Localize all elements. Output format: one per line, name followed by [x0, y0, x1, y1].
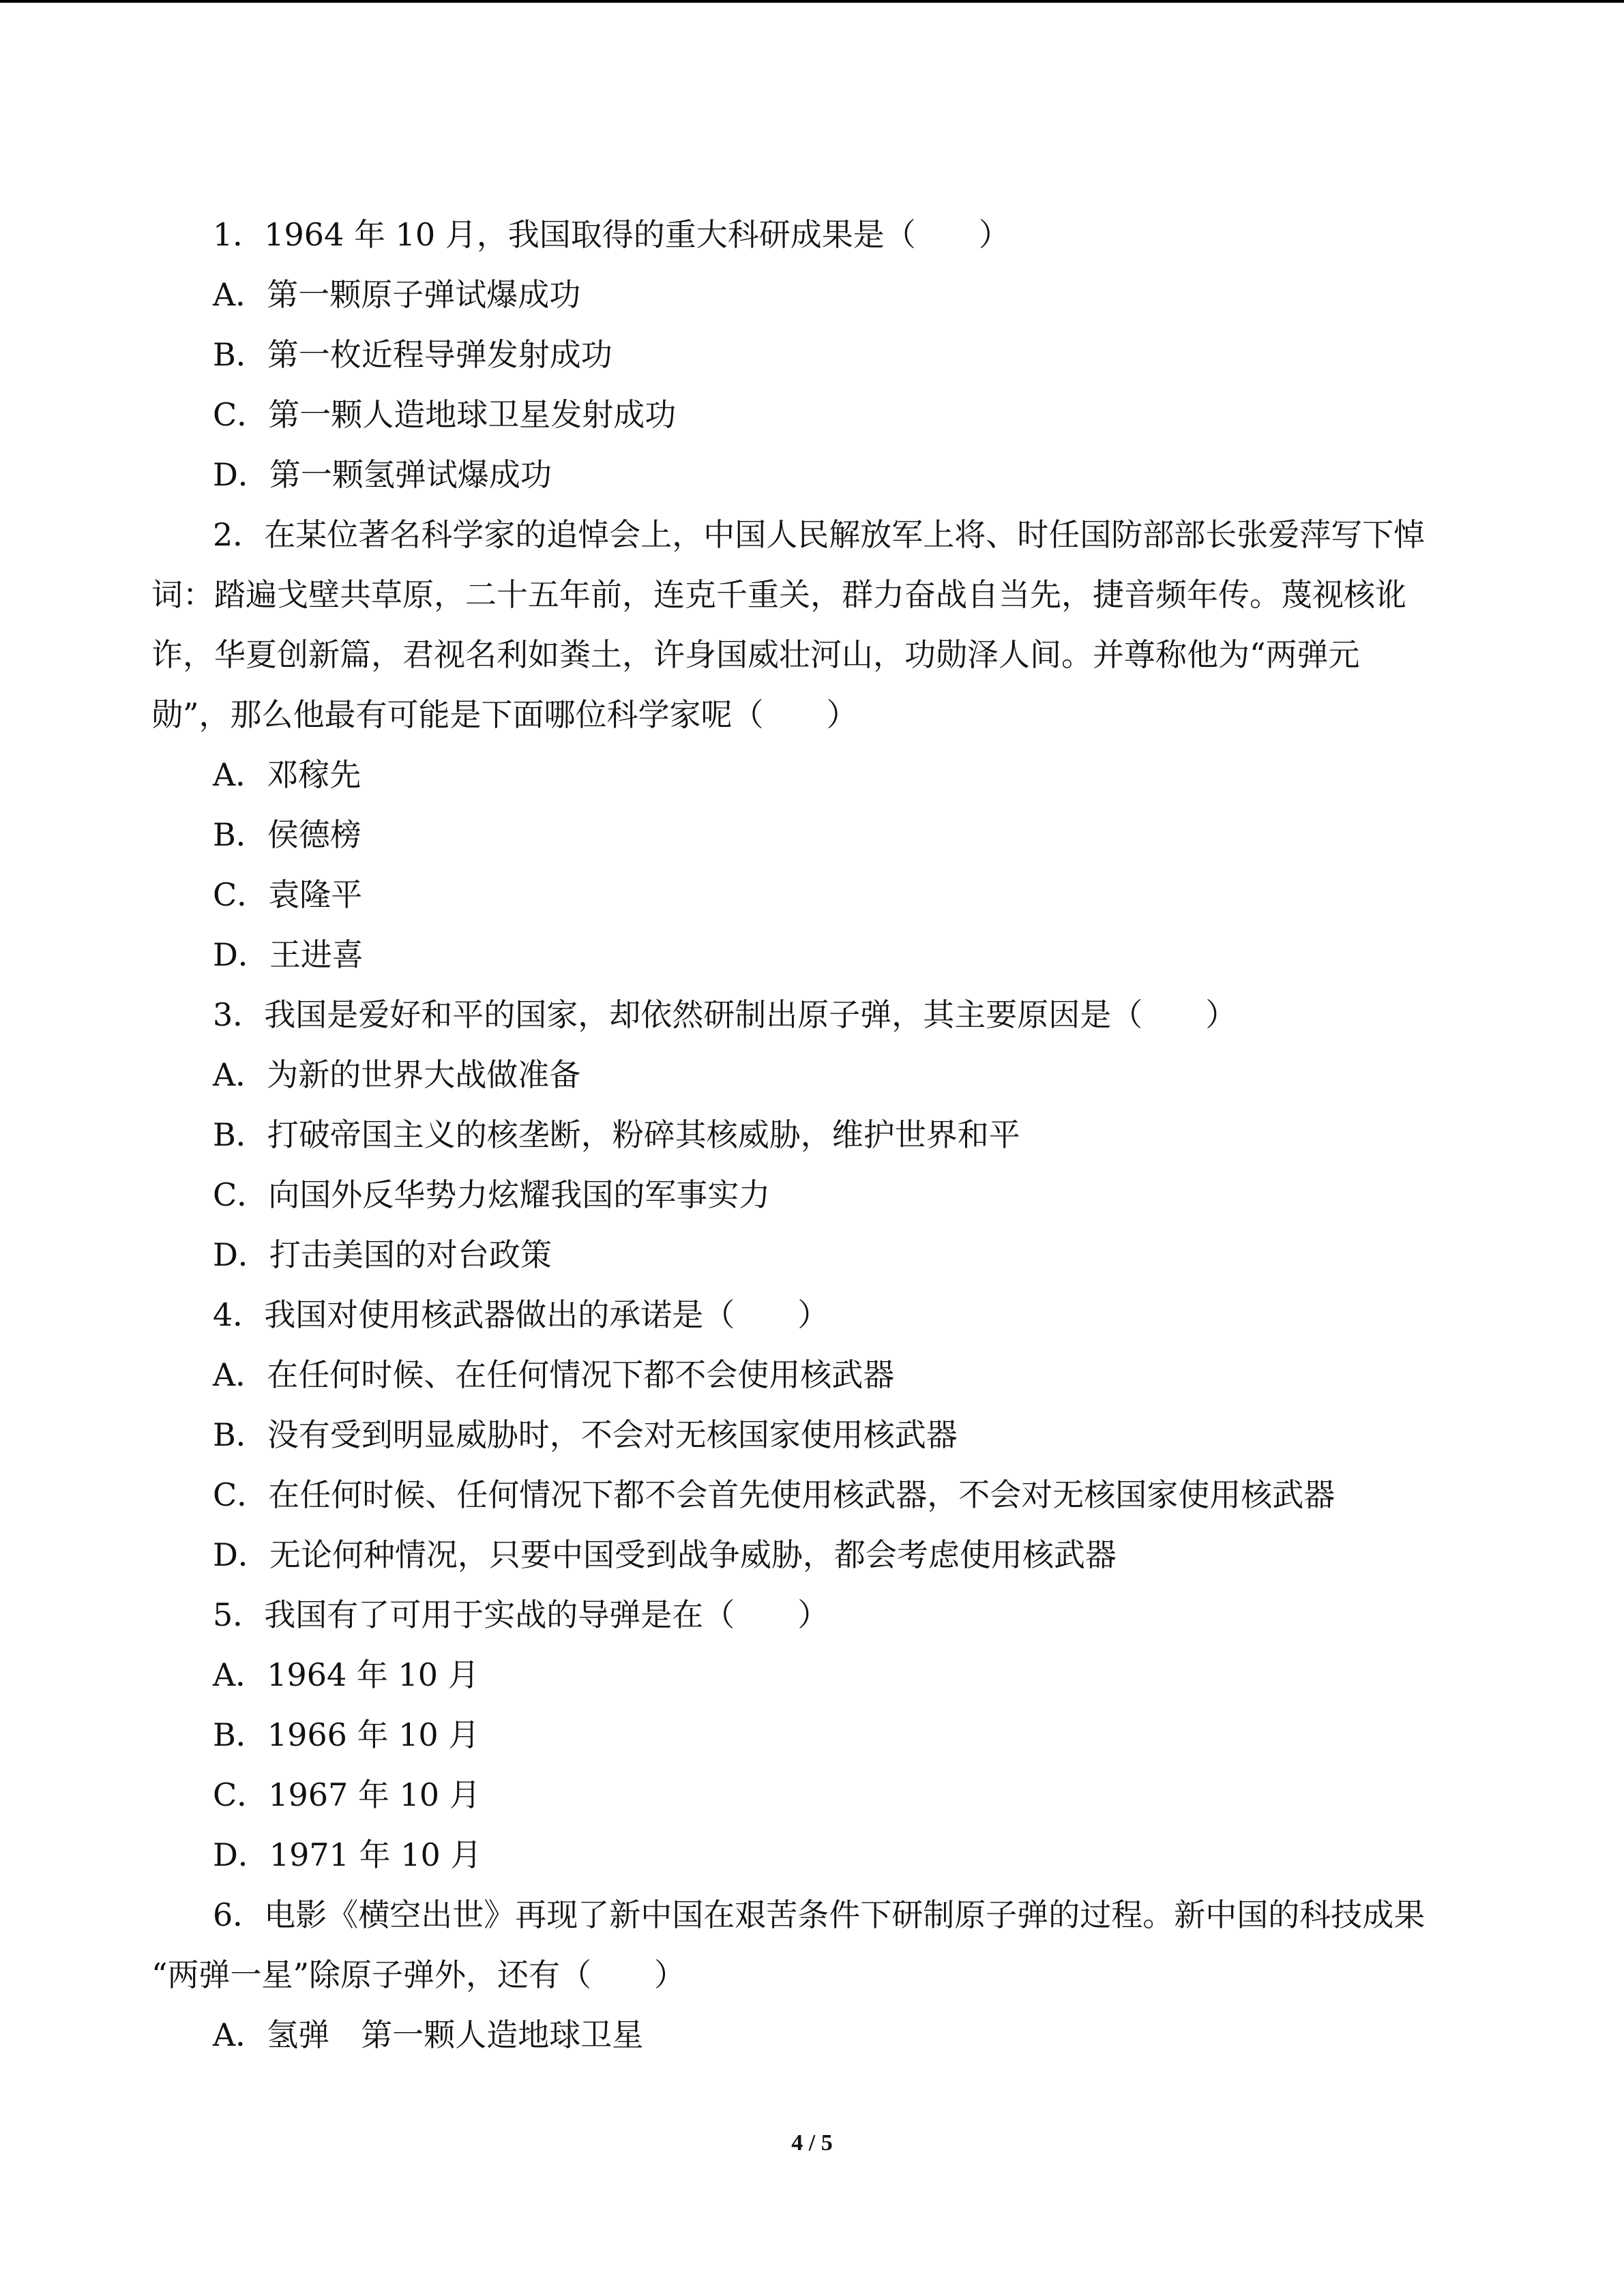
option-b: B．1966 年 10 月 — [213, 1716, 480, 1753]
question-stem-line: 词：踏遍戈壁共草原，二十五年前，连克千重关，群力奋战自当先，捷音频年传。蔑视核讹 — [151, 576, 1406, 613]
question-3 — [151, 985, 1488, 1285]
question-stem-line: 5．我国有了可用于实战的导弹是在（ ） — [213, 1596, 829, 1633]
question-5 — [151, 1585, 1488, 1885]
option-c: C．袁隆平 — [213, 876, 363, 913]
option-d: D．打击美国的对台政策 — [213, 1236, 552, 1273]
question-4 — [151, 1285, 1488, 1585]
question-stem-line: 4．我国对使用核武器做出的承诺是（ ） — [213, 1296, 829, 1333]
question-stem-line: 6．电影《横空出世》再现了新中国在艰苦条件下研制原子弹的过程。新中国的科技成果 — [213, 1896, 1426, 1933]
option-d: D．王进喜 — [213, 936, 364, 973]
question-stem-line: 诈，华夏创新篇，君视名利如粪土，许身国威壮河山，功勋泽人间。并尊称他为“两弹元 — [151, 636, 1360, 673]
question-stem-line: 勋”，那么他最有可能是下面哪位科学家呢（ ） — [151, 696, 858, 733]
option-b: B．打破帝国主义的核垄断，粉碎其核威胁，维护世界和平 — [213, 1116, 1020, 1153]
question-stem-line: “两弹一星”除原子弹外，还有（ ） — [151, 1956, 686, 1993]
option-b: B．侯德榜 — [213, 816, 361, 853]
question-stem-line: 1．1964 年 10 月，我国取得的重大科研成果是（ ） — [213, 216, 1010, 253]
option-c: C．第一颗人造地球卫星发射成功 — [213, 396, 677, 433]
option-c: C．1967 年 10 月 — [213, 1776, 481, 1813]
option-a: A．在任何时候、在任何情况下都不会使用核武器 — [213, 1356, 895, 1393]
option-c: C．向国外反华势力炫耀我国的军事实力 — [213, 1176, 771, 1213]
option-a: A．1964 年 10 月 — [213, 1656, 479, 1693]
question-2 — [151, 505, 1488, 985]
option-a: A．为新的世界大战做准备 — [213, 1056, 581, 1093]
question-stem-line: 2．在某位著名科学家的追悼会上，中国人民解放军上将、时任国防部部长张爱萍写下悼 — [213, 516, 1426, 553]
page-top-border — [0, 0, 1624, 3]
option-a: A．氢弹 第一颗人造地球卫星 — [213, 2016, 644, 2053]
question-list — [151, 205, 1488, 2065]
option-c: C．在任何时候、任何情况下都不会首先使用核武器，不会对无核国家使用核武器 — [213, 1476, 1335, 1513]
question-1 — [151, 205, 1488, 505]
option-a: A．邓稼先 — [213, 756, 361, 793]
option-a: A．第一颗原子弹试爆成功 — [213, 276, 581, 313]
option-b: B．没有受到明显威胁时，不会对无核国家使用核武器 — [213, 1416, 958, 1453]
question-6 — [151, 1885, 1488, 2065]
option-d: D．无论何种情况，只要中国受到战争威胁，都会考虑使用核武器 — [213, 1536, 1117, 1573]
option-d: D．1971 年 10 月 — [213, 1836, 482, 1873]
option-b: B．第一枚近程导弹发射成功 — [213, 336, 612, 373]
option-d: D．第一颗氢弹试爆成功 — [213, 456, 552, 493]
question-stem-line: 3．我国是爱好和平的国家，却依然研制出原子弹，其主要原因是（ ） — [213, 996, 1237, 1033]
page-number: 4 / 5 — [791, 2130, 833, 2156]
